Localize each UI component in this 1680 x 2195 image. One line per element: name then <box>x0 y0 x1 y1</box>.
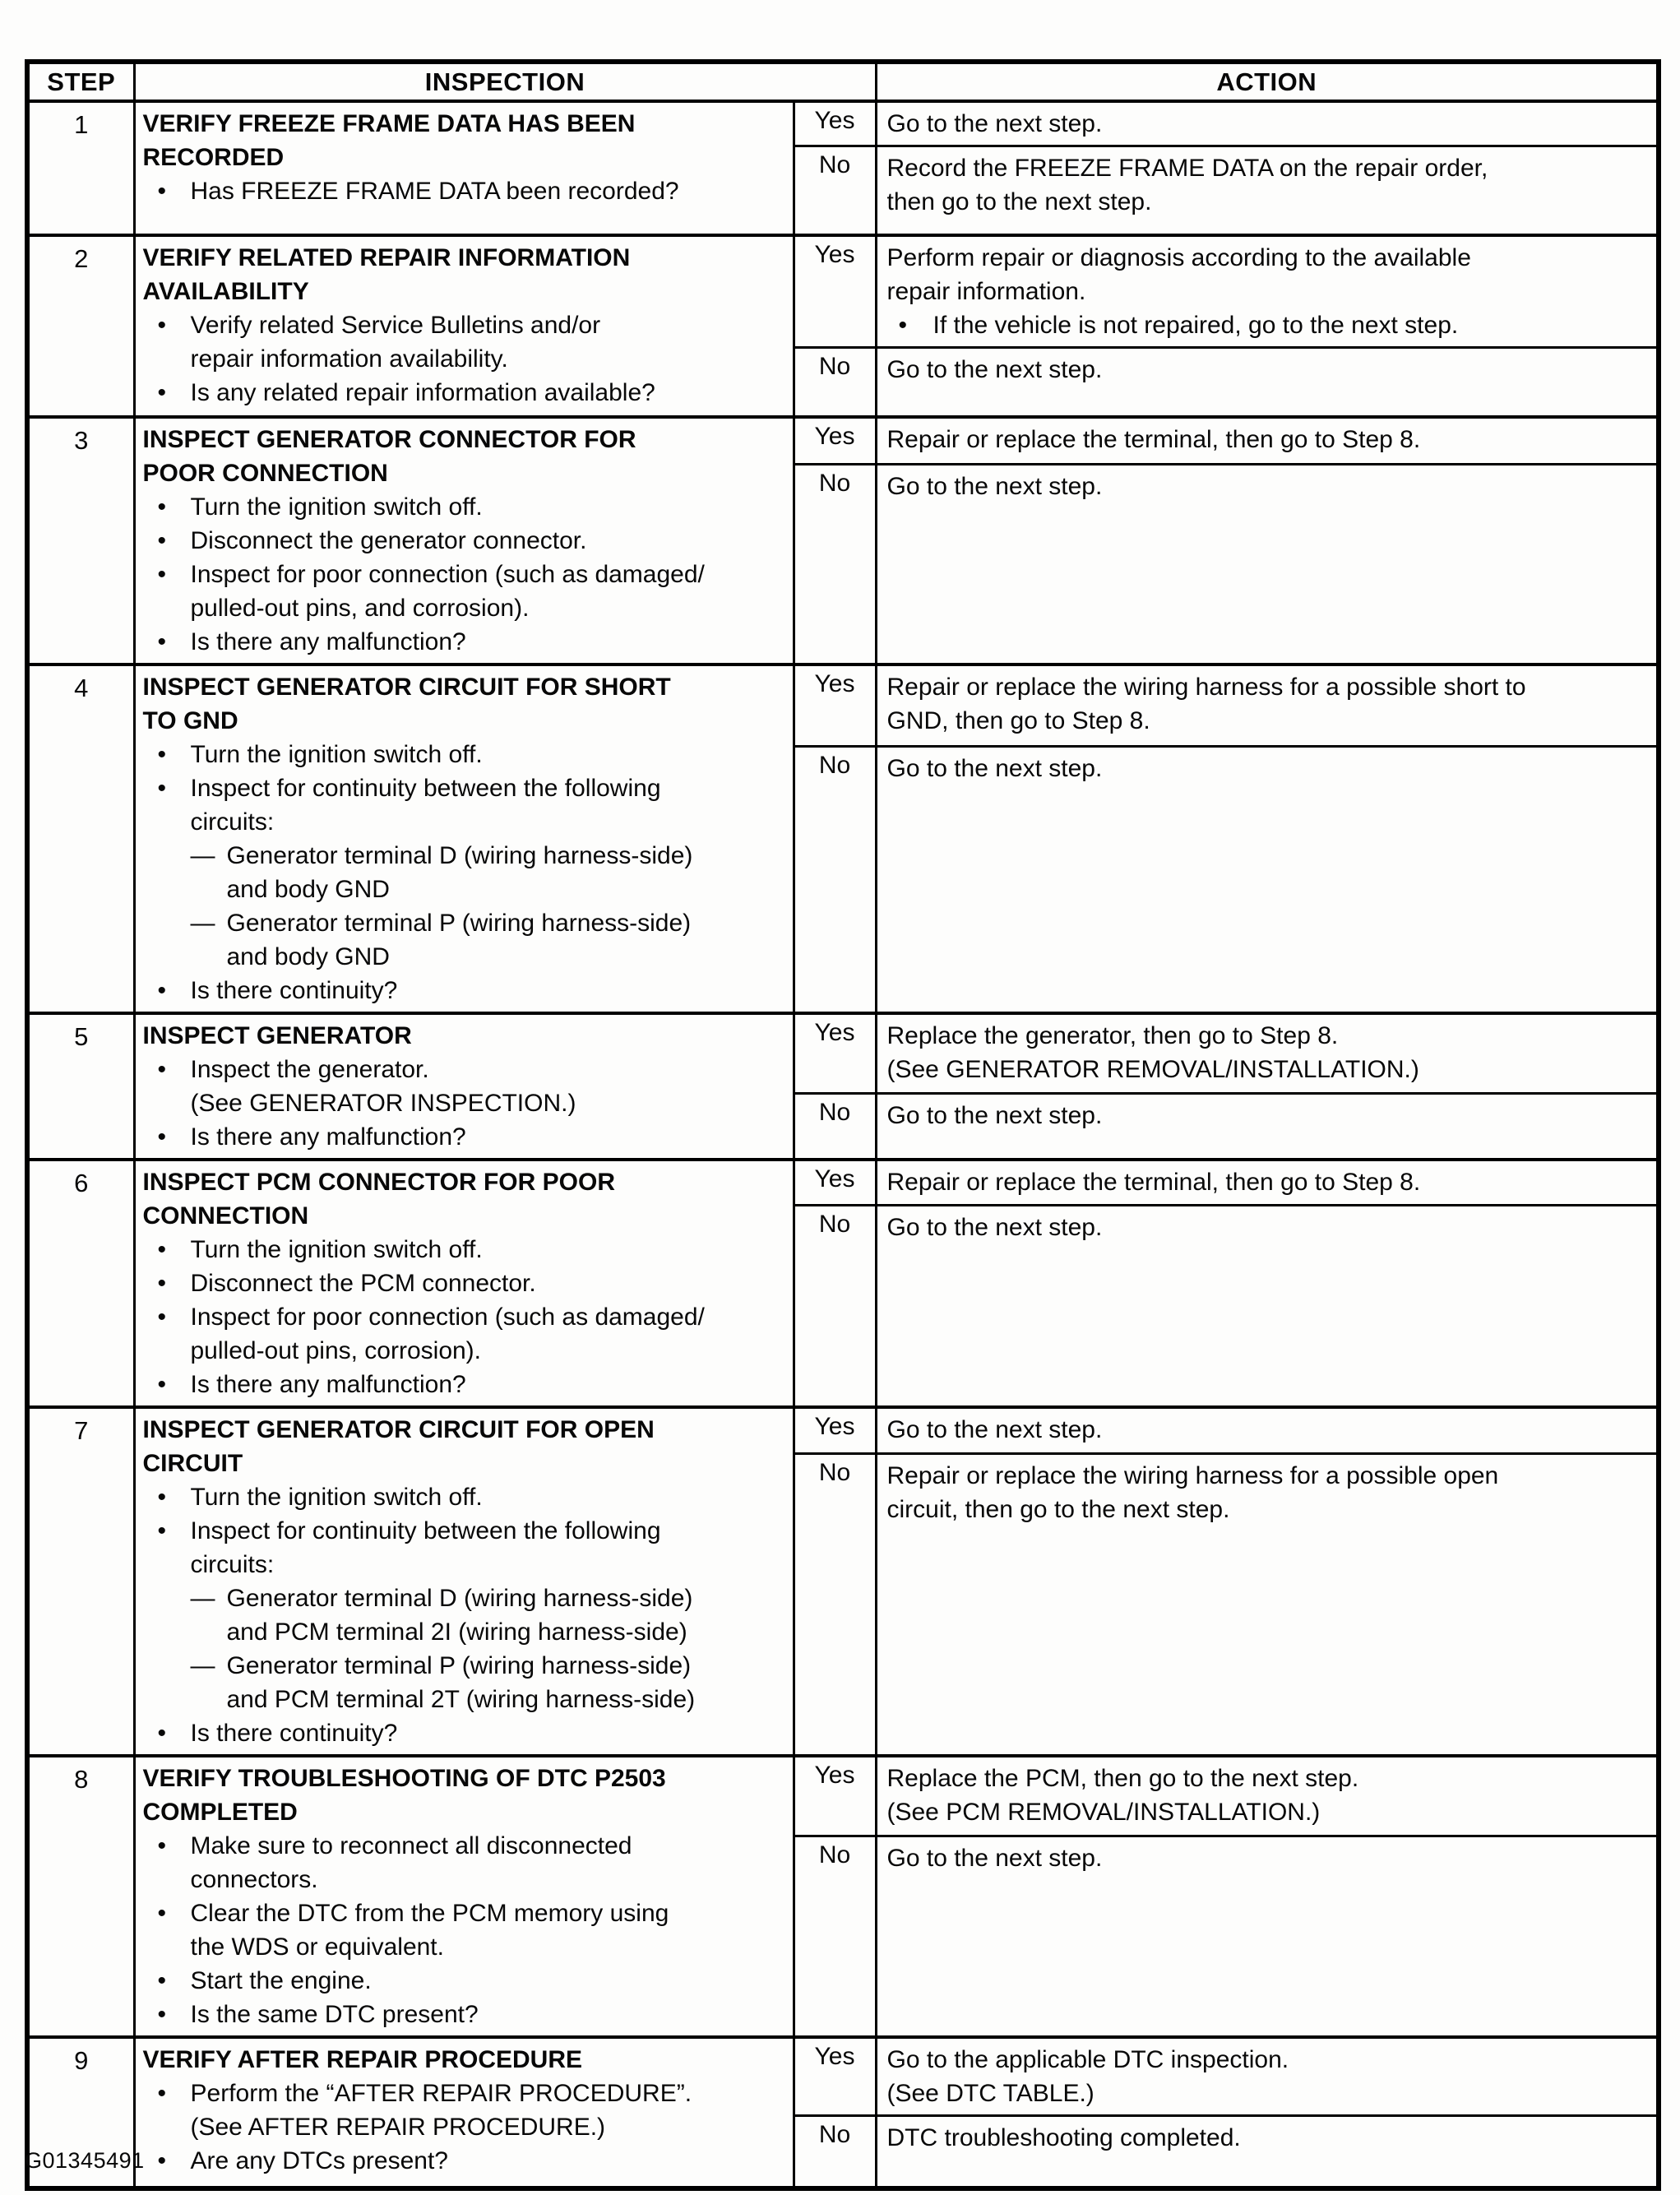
item-text: DTC troubleshooting completed. <box>886 2124 1241 2151</box>
no-cell: No <box>794 347 876 417</box>
action-no-cell <box>876 347 1659 417</box>
inspection-item <box>143 1233 786 1267</box>
item-text: Go to the next step. <box>886 1213 1103 1241</box>
inspection-cell <box>134 235 794 418</box>
inspection-cell <box>134 1160 794 1407</box>
table-row <box>27 665 1659 746</box>
inspection-item <box>143 1086 786 1120</box>
item-text: If the vehicle is not repaired, go to the next step. <box>933 311 1459 339</box>
action-yes-cell <box>876 665 1659 746</box>
item-text: and PCM terminal 2I (wiring harness-side) <box>226 1618 687 1646</box>
item-text: Repair or replace the wiring harness for a possible open <box>886 1461 1499 1489</box>
bullet-icon: • <box>157 378 167 406</box>
action-yes-cell <box>876 101 1659 146</box>
item-text: (See AFTER REPAIR PROCEDURE.) <box>190 2114 606 2141</box>
inspection-title: INSPECT GENERATOR CONNECTOR FOR <box>142 426 636 453</box>
bullet-icon: • <box>157 527 167 554</box>
action-item <box>887 1493 1650 1526</box>
action-no-cell <box>876 2116 1659 2188</box>
inspection-cell <box>134 1407 794 1756</box>
inspection-item <box>143 1267 786 1300</box>
dash-icon: — <box>190 1652 215 1679</box>
item-text: Make sure to reconnect all disconnected <box>190 1832 632 1859</box>
inspection-list <box>143 1233 786 1401</box>
inspection-item <box>143 1998 786 2031</box>
bullet-icon: • <box>157 628 167 655</box>
bullet-icon: • <box>157 1720 167 1747</box>
yes-cell: Yes <box>794 417 876 465</box>
item-text: (See DTC TABLE.) <box>886 2080 1095 2107</box>
step-number-cell: 3 <box>27 417 134 665</box>
action-item <box>887 308 1650 342</box>
inspection-title: POOR CONNECTION <box>142 460 388 487</box>
inspection-title: COMPLETED <box>142 1799 298 1826</box>
item-text: (See PCM REMOVAL/INSTALLATION.) <box>886 1799 1321 1826</box>
inspection-item <box>143 2110 786 2144</box>
item-text: the WDS or equivalent. <box>190 1933 444 1961</box>
inspection-item <box>143 2144 786 2178</box>
item-text: Turn the ignition switch off. <box>190 1236 483 1263</box>
inspection-title: VERIFY TROUBLESHOOTING OF DTC P2503 <box>142 1765 666 1792</box>
inspection-cell <box>134 2037 794 2188</box>
item-text: repair information availability. <box>190 345 508 373</box>
item-text: Is there continuity? <box>190 1720 398 1747</box>
item-text: Verify related Service Bulletins and/or <box>190 311 601 339</box>
item-text: Go to the next step. <box>886 1102 1103 1130</box>
action-item <box>887 1053 1650 1086</box>
bullet-icon: • <box>157 977 167 1004</box>
action-item <box>887 241 1650 275</box>
item-text: Replace the PCM, then go to the next step. <box>886 1765 1359 1792</box>
item-text: Go to the applicable DTC inspection. <box>886 2046 1289 2073</box>
inspection-item <box>143 1930 786 1964</box>
action-item <box>887 1459 1650 1493</box>
inspection-item <box>143 1649 786 1683</box>
action-item <box>887 470 1650 503</box>
inspection-item <box>143 308 786 342</box>
action-item <box>887 1099 1650 1132</box>
bullet-icon: • <box>157 741 167 768</box>
inspection-item <box>143 1896 786 1930</box>
yes-cell: Yes <box>794 1756 876 1836</box>
item-text: and PCM terminal 2T (wiring harness-side) <box>226 1686 696 1713</box>
inspection-item <box>143 771 786 805</box>
no-cell: No <box>794 1094 876 1160</box>
inspection-item <box>143 1863 786 1896</box>
item-text: Repair or replace the wiring harness for a possible short to <box>886 674 1526 701</box>
bullet-icon: • <box>157 1900 167 1927</box>
bullet-icon: • <box>157 1371 167 1398</box>
item-text: Inspect for poor connection (such as damaged/ <box>190 1304 705 1331</box>
item-text: Is the same DTC present? <box>190 2001 479 2028</box>
item-text: Is there continuity? <box>190 977 398 1004</box>
bullet-icon: • <box>157 1056 167 1083</box>
action-item <box>887 752 1650 785</box>
item-text: Are any DTCs present? <box>190 2147 448 2174</box>
bullet-icon: • <box>157 1967 167 1994</box>
item-text: then go to the next step. <box>886 188 1152 215</box>
inspection-item <box>143 940 786 974</box>
inspection-cell <box>134 101 794 235</box>
step-number-cell: 5 <box>27 1013 134 1160</box>
item-text: Is any related repair information available? <box>190 378 655 406</box>
dash-icon: — <box>190 842 215 869</box>
header-row <box>27 62 1659 101</box>
bullet-icon: • <box>898 311 908 339</box>
yes-cell: Yes <box>794 2037 876 2116</box>
table-row <box>27 1407 1659 1453</box>
no-cell: No <box>794 1453 876 1756</box>
item-text: Inspect for continuity between the following <box>190 1517 661 1544</box>
action-item <box>887 2121 1650 2155</box>
item-text: GND, then go to Step 8. <box>886 707 1150 734</box>
item-text: circuits: <box>190 808 275 836</box>
inspection-item <box>143 1615 786 1649</box>
bullet-icon: • <box>157 1236 167 1263</box>
yes-cell: Yes <box>794 1013 876 1094</box>
action-item <box>887 2077 1650 2110</box>
step-number-cell: 7 <box>27 1407 134 1756</box>
item-text: Generator terminal P (wiring harness-side) <box>226 910 692 937</box>
inspection-list <box>143 308 786 410</box>
inspection-title: INSPECT GENERATOR CIRCUIT FOR SHORT <box>142 674 671 701</box>
item-text: Repair or replace the terminal, then go to Step 8. <box>886 1169 1421 1196</box>
step-number-cell: 1 <box>27 101 134 235</box>
no-cell: No <box>794 746 876 1013</box>
step-number-cell: 4 <box>27 665 134 1013</box>
inspection-cell <box>134 417 794 665</box>
action-no-cell <box>876 1094 1659 1160</box>
item-text: Go to the next step. <box>886 1416 1103 1443</box>
table-row <box>27 2037 1659 2116</box>
item-text: Generator terminal D (wiring harness-side) <box>226 1585 693 1612</box>
action-yes-cell <box>876 235 1659 348</box>
action-yes-cell <box>876 1013 1659 1094</box>
figure-id: G01345491 <box>25 2148 145 2173</box>
yes-cell: Yes <box>794 235 876 348</box>
dash-icon: — <box>190 910 215 937</box>
item-text: Disconnect the PCM connector. <box>190 1270 536 1297</box>
action-item <box>887 353 1650 387</box>
action-yes-cell <box>876 1407 1659 1453</box>
bullet-icon: • <box>157 2080 167 2107</box>
inspection-title: INSPECT GENERATOR CIRCUIT FOR OPEN <box>142 1416 655 1443</box>
action-item <box>887 185 1650 219</box>
item-text: circuit, then go to the next step. <box>886 1495 1230 1523</box>
item-text: Go to the next step. <box>886 110 1103 137</box>
item-text: pulled-out pins, and corrosion). <box>190 595 530 622</box>
table-row <box>27 101 1659 146</box>
inspection-cell <box>134 665 794 1013</box>
item-text: Is there any malfunction? <box>190 1371 466 1398</box>
bullet-icon: • <box>157 561 167 588</box>
bullet-icon: • <box>157 311 167 339</box>
inspection-list <box>143 1053 786 1154</box>
inspection-list <box>143 174 786 208</box>
item-text: Is there any malfunction? <box>190 1123 466 1151</box>
action-item <box>887 423 1650 456</box>
inspection-item <box>143 1120 786 1154</box>
item-text: Go to the next step. <box>886 355 1103 383</box>
action-item <box>887 275 1650 308</box>
inspection-item <box>143 1334 786 1368</box>
inspection-item <box>143 342 786 376</box>
action-no-cell <box>876 1836 1659 2037</box>
inspection-item <box>143 1300 786 1334</box>
inspection-title: VERIFY RELATED REPAIR INFORMATION <box>142 243 631 271</box>
inspection-title: RECORDED <box>142 144 285 171</box>
inspection-list <box>143 1480 786 1750</box>
item-text: and body GND <box>226 943 390 970</box>
inspection-cell <box>134 1756 794 2037</box>
action-item <box>887 2043 1650 2077</box>
inspection-list <box>143 2077 786 2178</box>
inspection-item <box>143 376 786 410</box>
item-text: Go to the next step. <box>886 473 1103 501</box>
table-row <box>27 1756 1659 1836</box>
no-cell: No <box>794 1836 876 2037</box>
inspection-list <box>143 738 786 1007</box>
bullet-icon: • <box>157 1517 167 1544</box>
inspection-title: INSPECT PCM CONNECTOR FOR POOR <box>142 1169 615 1196</box>
item-text: Generator terminal D (wiring harness-side) <box>226 842 693 869</box>
inspection-title: VERIFY FREEZE FRAME DATA HAS BEEN <box>142 110 636 137</box>
item-text: Clear the DTC from the PCM memory using <box>190 1900 669 1927</box>
inspection-item <box>143 1053 786 1086</box>
item-text: Inspect for poor connection (such as damaged/ <box>190 561 705 588</box>
troubleshooting-table <box>25 59 1661 2191</box>
step-number-cell: 9 <box>27 2037 134 2188</box>
action-item <box>887 704 1650 738</box>
action-item <box>887 1762 1650 1795</box>
table-row <box>27 1013 1659 1094</box>
inspection-title: VERIFY AFTER REPAIR PROCEDURE <box>142 2046 583 2073</box>
inspection-item <box>143 1514 786 1548</box>
inspection-item <box>143 524 786 558</box>
action-item <box>887 1795 1650 1829</box>
action-yes-cell <box>876 1756 1659 1836</box>
inspection-cell <box>134 1013 794 1160</box>
item-text: Generator terminal P (wiring harness-side) <box>226 1652 692 1679</box>
inspection-title: CIRCUIT <box>142 1450 243 1477</box>
inspection-item <box>143 805 786 839</box>
bullet-icon: • <box>157 178 167 205</box>
item-text: Disconnect the generator connector. <box>190 527 587 554</box>
bullet-icon: • <box>157 1123 167 1151</box>
bullet-icon: • <box>157 775 167 802</box>
inspection-item <box>143 174 786 208</box>
yes-cell: Yes <box>794 1160 876 1205</box>
inspection-item <box>143 839 786 873</box>
inspection-item <box>143 591 786 625</box>
item-text: Perform repair or diagnosis according to the available <box>886 243 1471 271</box>
item-text: Turn the ignition switch off. <box>190 741 483 768</box>
action-item <box>887 151 1650 185</box>
action-yes-cell <box>876 1160 1659 1205</box>
no-cell: No <box>794 2116 876 2188</box>
action-item <box>887 1019 1650 1053</box>
step-number-cell: 6 <box>27 1160 134 1407</box>
inspection-item <box>143 1548 786 1581</box>
item-text: Inspect the generator. <box>190 1056 429 1083</box>
inspection-item <box>143 1581 786 1615</box>
yes-cell: Yes <box>794 665 876 746</box>
bullet-icon: • <box>157 1484 167 1511</box>
action-yes-cell <box>876 2037 1659 2116</box>
action-no-cell <box>876 146 1659 235</box>
inspection-title: INSPECT GENERATOR <box>142 1022 412 1049</box>
inspection-item <box>143 974 786 1007</box>
item-text: Repair or replace the terminal, then go to Step 8. <box>886 426 1421 453</box>
no-cell: No <box>794 465 876 665</box>
inspection-item <box>143 1480 786 1514</box>
inspection-list <box>143 1829 786 2031</box>
inspection-item <box>143 1368 786 1401</box>
column-header-action: ACTION <box>876 62 1659 101</box>
inspection-item <box>143 625 786 659</box>
bullet-icon: • <box>157 2001 167 2028</box>
item-text: Turn the ignition switch off. <box>190 1484 483 1511</box>
item-text: Inspect for continuity between the following <box>190 775 661 802</box>
item-text: pulled-out pins, corrosion). <box>190 1337 482 1364</box>
action-no-cell <box>876 465 1659 665</box>
table-row <box>27 1160 1659 1205</box>
column-header-inspection: INSPECTION <box>134 62 876 101</box>
item-text: circuits: <box>190 1551 275 1578</box>
inspection-item <box>143 1964 786 1998</box>
inspection-item <box>143 2077 786 2110</box>
table-row <box>27 417 1659 465</box>
step-number-cell: 8 <box>27 1756 134 2037</box>
item-text: Perform the “AFTER REPAIR PROCEDURE”. <box>190 2080 692 2107</box>
item-text: Turn the ignition switch off. <box>190 493 483 521</box>
bullet-icon: • <box>157 1304 167 1331</box>
step-number-cell: 2 <box>27 235 134 418</box>
inspection-item <box>143 558 786 591</box>
action-item <box>887 107 1650 141</box>
action-item <box>887 670 1650 704</box>
action-no-cell <box>876 746 1659 1013</box>
action-no-cell <box>876 1453 1659 1756</box>
item-text: Has FREEZE FRAME DATA been recorded? <box>190 178 679 205</box>
item-text: Is there any malfunction? <box>190 628 466 655</box>
item-text: Go to the next step. <box>886 1844 1103 1872</box>
inspection-item <box>143 738 786 771</box>
item-text: Record the FREEZE FRAME DATA on the repair order, <box>886 155 1488 182</box>
item-text: repair information. <box>886 277 1086 305</box>
action-item <box>887 1841 1650 1875</box>
item-text: (See GENERATOR INSPECTION.) <box>190 1090 576 1117</box>
item-text: Replace the generator, then go to Step 8. <box>886 1022 1339 1049</box>
yes-cell: Yes <box>794 1407 876 1453</box>
item-text: and body GND <box>226 876 390 903</box>
inspection-list <box>143 490 786 659</box>
inspection-title: AVAILABILITY <box>142 277 309 305</box>
inspection-item <box>143 1683 786 1716</box>
action-item <box>887 1413 1650 1447</box>
inspection-item <box>143 1716 786 1750</box>
dash-icon: — <box>190 1585 215 1612</box>
item-text: Go to the next step. <box>886 754 1103 782</box>
inspection-item <box>143 906 786 940</box>
bullet-icon: • <box>157 2147 167 2174</box>
no-cell: No <box>794 1205 876 1407</box>
table-row <box>27 235 1659 348</box>
inspection-title: TO GND <box>142 707 238 734</box>
no-cell: No <box>794 146 876 235</box>
bullet-icon: • <box>157 493 167 521</box>
item-text: connectors. <box>190 1866 318 1893</box>
inspection-item <box>143 873 786 906</box>
action-no-cell <box>876 1205 1659 1407</box>
bullet-icon: • <box>157 1270 167 1297</box>
inspection-item <box>143 490 786 524</box>
action-yes-cell <box>876 417 1659 465</box>
action-item <box>887 1165 1650 1199</box>
inspection-item <box>143 1829 786 1863</box>
yes-cell: Yes <box>794 101 876 146</box>
item-text: (See GENERATOR REMOVAL/INSTALLATION.) <box>886 1056 1419 1083</box>
item-text: Start the engine. <box>190 1967 372 1994</box>
inspection-title: CONNECTION <box>142 1202 309 1229</box>
bullet-icon: • <box>157 1832 167 1859</box>
column-header-step: STEP <box>27 62 134 101</box>
action-item <box>887 1211 1650 1244</box>
